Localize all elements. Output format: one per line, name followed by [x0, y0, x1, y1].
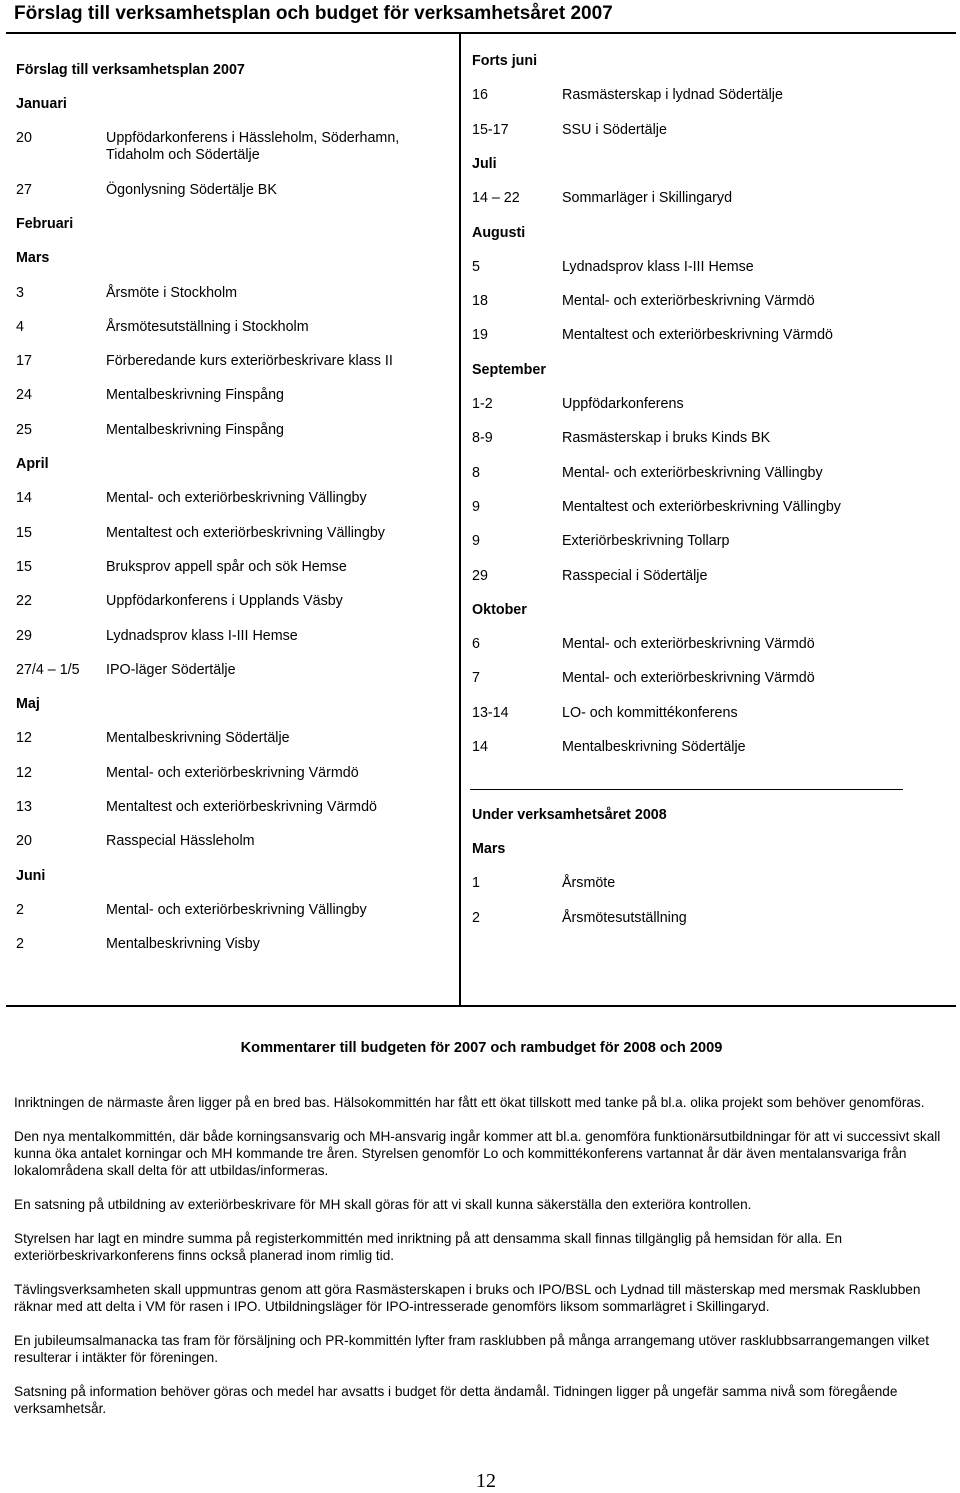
- event-text: Uppfödarkonferens: [562, 396, 684, 412]
- event-text: Mentaltest och exteriörbeskrivning Värmdö: [106, 799, 377, 815]
- event-date: 1-2: [472, 396, 493, 412]
- month-heading: Mars: [16, 250, 50, 267]
- next-year-heading: Under verksamhetsåret 2008: [472, 807, 667, 823]
- budget-heading: Kommentarer till budgeten för 2007 och rambudget för 2008 och 2009: [240, 1040, 723, 1056]
- event-text: Årsmöte: [562, 875, 616, 892]
- event-date: 3: [16, 284, 24, 301]
- event-text: Lydnadsprov klass I-III Hemse: [562, 258, 754, 275]
- event-date: 5: [472, 258, 480, 275]
- event-date: 20: [16, 130, 32, 147]
- event-text: Sommarläger i Skillingaryd: [562, 190, 733, 207]
- event-date: 12: [16, 764, 32, 781]
- event-text: Rasmästerskap i lydnad Södertälje: [562, 87, 783, 104]
- event-text: Bruksprov appell spår och sök Hemse: [106, 558, 347, 575]
- event-date: 14 – 22: [472, 190, 520, 207]
- event-text: Mentaltest och exteriörbeskrivning Vällingby: [562, 498, 841, 515]
- event-date: 15-17: [472, 121, 509, 138]
- event-text: Mentalbeskrivning Södertälje: [562, 739, 746, 755]
- event-date: 2: [16, 901, 24, 918]
- event-text: Årsmötesutställning: [562, 909, 687, 926]
- event-date: 8: [472, 464, 480, 481]
- event-text: LO- och kommittékonferens: [562, 704, 738, 721]
- event-text: Uppfödarkonferens i Upplands Väsby: [106, 593, 343, 610]
- event-text: IPO-läger Södertälje: [106, 661, 236, 678]
- month-heading: Juli: [472, 155, 497, 172]
- event-date: 29: [16, 627, 32, 644]
- event-text: Förberedande kurs exteriörbeskrivare klass II: [106, 353, 393, 370]
- month-heading: Oktober: [472, 601, 527, 618]
- event-text: Mental- och exteriörbeskrivning Värmdö: [562, 293, 815, 310]
- event-date: 2: [16, 936, 24, 953]
- right-schedule: [472, 53, 952, 773]
- event-text: Årsmötesutställning i Stockholm: [106, 318, 309, 335]
- event-text: Mentaltest och exteriörbeskrivning Vällingby: [106, 524, 385, 541]
- event-text: Exteriörbeskrivning Tollarp: [562, 533, 730, 550]
- event-date: 4: [16, 318, 24, 335]
- event-text: SSU i Södertälje: [562, 121, 667, 138]
- next-year-schedule: [472, 841, 952, 941]
- event-date: 17: [16, 353, 32, 370]
- budget-paragraph: Den nya mentalkommittén, där både korningsansvarig och MH-ansvarig ingår kommer att bl.a. genomföra funktionärsutbildningar för att vi successivt skall kunna öka antalet korningar och MH kommande tre åren. Styrelsen genomför Lo och kommittékonferens vartannat år där även mentalansvariga från lokalområdena skall delta för att utbildas/informeras.: [14, 1129, 941, 1178]
- event-date: 12: [16, 730, 32, 747]
- month-heading: Forts juni: [472, 53, 538, 69]
- event-date: 15: [16, 558, 32, 575]
- event-date: 13: [16, 799, 32, 815]
- left-schedule: [16, 96, 456, 966]
- event-text: Rasmästerskap i bruks Kinds BK: [562, 430, 771, 447]
- month-heading: Maj: [16, 696, 40, 713]
- event-text: Mentalbeskrivning Södertälje: [106, 730, 290, 747]
- month-heading: September: [472, 361, 546, 378]
- event-date: 14: [16, 490, 32, 507]
- page-title: Förslag till verksamhetsplan och budget för verksamhetsåret 2007: [14, 3, 613, 24]
- event-text: Mental- och exteriörbeskrivning Värmdö: [562, 670, 815, 687]
- event-text: Mental- och exteriörbeskrivning Vällingby: [562, 464, 823, 481]
- budget-paragraph: En satsning på utbildning av exteriörbeskrivare för MH skall göras för att vi skall kunna säkerställa den exteriöra kontrollen.: [14, 1197, 752, 1212]
- month-heading: Januari: [16, 96, 67, 112]
- budget-paragraph: Satsning på information behöver göras och medel har avsatts i budget för detta ändamål. Tidningen ligger på ungefär samma nivå som föregående verksamhetsår.: [14, 1384, 898, 1416]
- month-heading: Mars: [472, 841, 506, 857]
- month-heading: April: [16, 456, 49, 472]
- event-text: Mental- och exteriörbeskrivning Vällingby: [106, 901, 367, 918]
- budget-comments: [14, 1040, 949, 1434]
- event-date: 14: [472, 739, 488, 755]
- separator-rule: [470, 789, 903, 790]
- budget-paragraph: En jubileumsalmanacka tas fram för försäljning och PR-kommittén lyfter fram rasklubben på många arrangemang utöver rasklubbsarrangemangen vilket resulterar i intäkter för föreningen.: [14, 1333, 929, 1365]
- event-date: 27/4 – 1/5: [16, 661, 80, 678]
- event-date: 1: [472, 875, 480, 892]
- event-date: 2: [472, 909, 480, 926]
- event-text: Ögonlysning Södertälje BK: [106, 181, 277, 198]
- event-date: 16: [472, 87, 488, 104]
- event-text: Mental- och exteriörbeskrivning Värmdö: [562, 636, 815, 653]
- page-number: 12: [476, 1470, 496, 1492]
- month-heading: Juni: [16, 867, 46, 884]
- budget-paragraph: Inriktningen de närmaste åren ligger på en bred bas. Hälsokommittén har fått ett ökat tillskott med tanke på bl.a. olika projekt som behöver genomföras.: [14, 1095, 925, 1110]
- month-heading: Augusti: [472, 224, 526, 241]
- event-text-continued: Tidaholm och Södertälje: [106, 147, 260, 164]
- column-divider: [459, 34, 461, 1005]
- event-text: Mental- och exteriörbeskrivning Vällingby: [106, 490, 367, 507]
- event-date: 13-14: [472, 704, 509, 721]
- event-date: 15: [16, 524, 32, 541]
- event-date: 6: [472, 636, 480, 653]
- event-date: 20: [16, 833, 32, 850]
- budget-paragraph: Tävlingsverksamheten skall uppmuntras genom att göra Rasmästerskapen i bruks och IPO/BSL och Lydnad till mästerskap med mersmak Rasklubben räknar med att delta i VM för rasen i IPO. Utbildningsläger för IPO-intresserade genomförs liksom sommarlägret i Skillingaryd.: [14, 1282, 921, 1314]
- event-text: Mentalbeskrivning Visby: [106, 936, 260, 953]
- event-date: 18: [472, 293, 488, 310]
- event-text: Uppfödarkonferens i Hässleholm, Söderhamn,: [106, 130, 400, 147]
- event-date: 19: [472, 327, 488, 344]
- event-date: 29: [472, 567, 488, 584]
- budget-paragraphs: [14, 1094, 949, 1417]
- event-date: 9: [472, 498, 480, 515]
- event-text: Årsmöte i Stockholm: [106, 284, 238, 301]
- event-date: 8-9: [472, 430, 493, 447]
- event-text: Mentaltest och exteriörbeskrivning Värmdö: [562, 327, 833, 344]
- budget-paragraph: Styrelsen har lagt en mindre summa på registerkommittén med inriktning på att densamma skall finnas tillgänglig på hemsidan för alla. En exteriörbeskrivarkonferens finns också planerad inom rimlig tid.: [14, 1231, 843, 1263]
- event-text: Mentalbeskrivning Finspång: [106, 421, 285, 438]
- event-text: Rasspecial Hässleholm: [106, 833, 255, 850]
- left-heading: Förslag till verksamhetsplan 2007: [16, 62, 245, 78]
- event-date: 25: [16, 421, 32, 438]
- event-date: 27: [16, 181, 32, 198]
- event-date: 7: [472, 670, 480, 687]
- event-text: Mentalbeskrivning Finspång: [106, 387, 285, 404]
- event-text: Rasspecial i Södertälje: [562, 567, 708, 584]
- month-heading: Februari: [16, 215, 74, 232]
- event-date: 22: [16, 593, 32, 610]
- event-text: Mental- och exteriörbeskrivning Värmdö: [106, 764, 359, 781]
- event-text: Lydnadsprov klass I-III Hemse: [106, 627, 298, 644]
- event-date: 9: [472, 533, 480, 550]
- event-date: 24: [16, 387, 32, 404]
